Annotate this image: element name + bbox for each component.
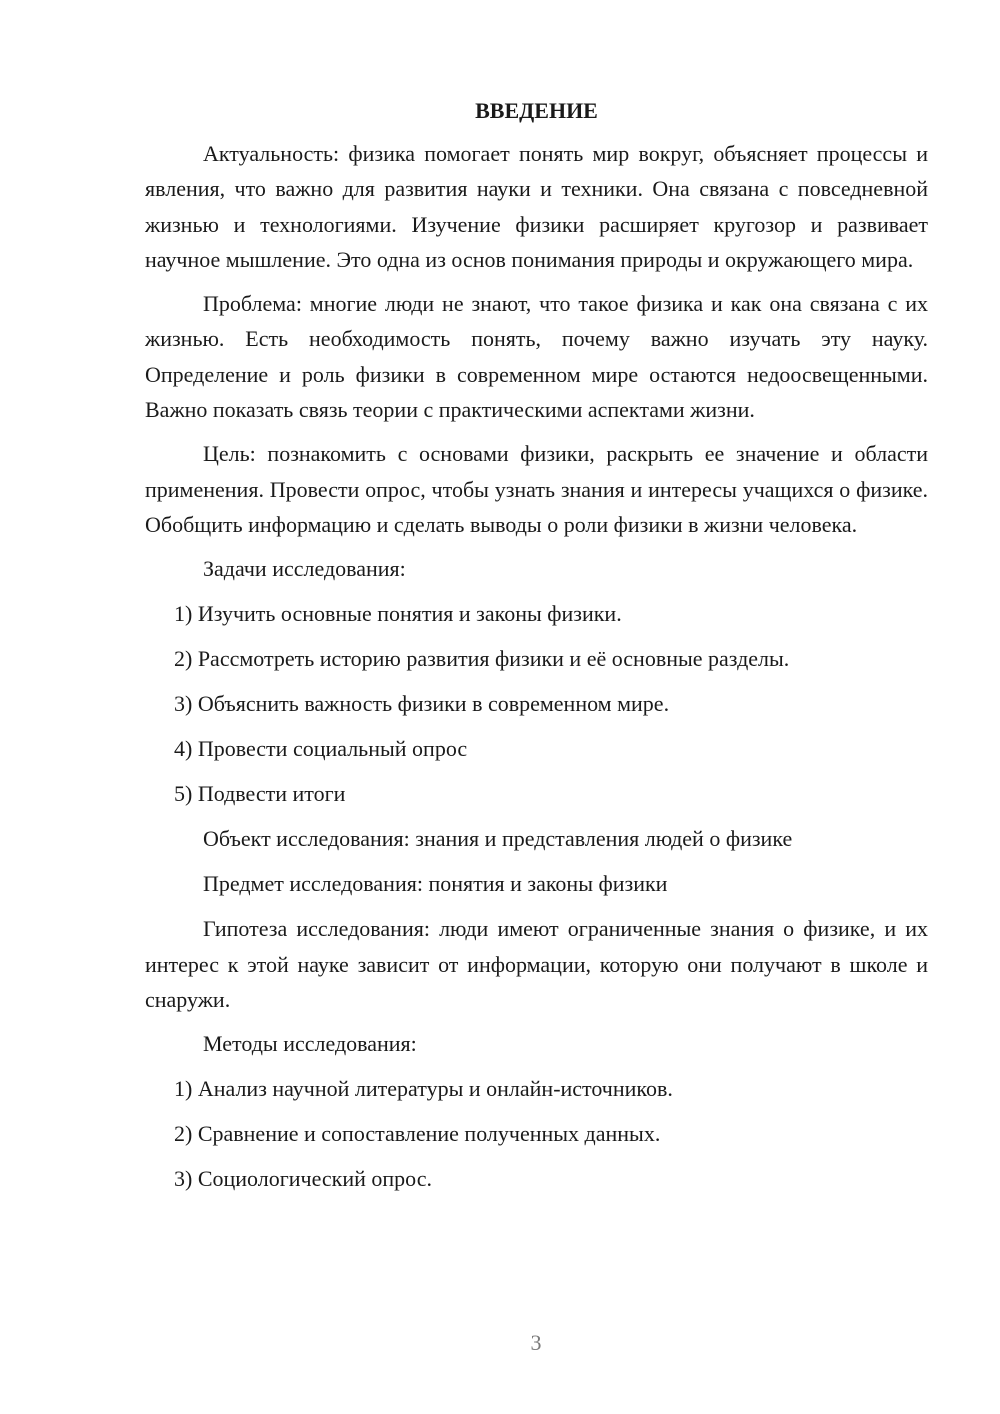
task-item: 5) Подвести итоги [174, 781, 346, 807]
method-item: 3) Социологический опрос. [174, 1166, 432, 1192]
task-item: 2) Рассмотреть историю развития физики и её основные разделы. [174, 646, 790, 672]
methods-list [145, 1071, 928, 1196]
tasks-heading: Задачи исследования: [203, 556, 406, 582]
methods-heading: Методы исследования: [203, 1031, 417, 1057]
hypothesis-paragraph: Гипотеза исследования: люди имеют ограниченные знания о физике, и их интерес к этой науке зависит от информации, которую они получают в школе и снаружи. [145, 916, 928, 1012]
task-item: 3) Объяснить важность физики в современном мире. [174, 691, 670, 717]
task-item: 1) Изучить основные понятия и законы физики. [174, 601, 622, 627]
method-item: 2) Сравнение и сопоставление полученных данных. [174, 1121, 661, 1147]
tasks-list [145, 596, 928, 811]
method-item: 1) Анализ научной литературы и онлайн-источников. [174, 1076, 673, 1102]
problem-paragraph: Проблема: многие люди не знают, что такое физика и как она связана с их жизнью. Есть необходимость понять, почему важно изучать эту науку. Определение и роль физики в современном мире остаются недоосвещенными. Важно показать связь теории с практическими аспектами жизни. [145, 291, 928, 423]
task-item: 4) Провести социальный опрос [174, 736, 468, 762]
document-page [145, 93, 928, 1206]
goal-paragraph: Цель: познакомить с основами физики, раскрыть ее значение и области применения. Провести опрос, чтобы узнать знания и интересы учащихся о физике. Обобщить информацию и сделать выводы о роли физики в жизни человека. [145, 441, 928, 537]
research-object: Объект исследования: знания и представления людей о физике [203, 826, 793, 852]
research-subject: Предмет исследования: понятия и законы физики [203, 871, 668, 897]
page-number: 3 [530, 1330, 542, 1355]
section-title: ВВЕДЕНИЕ [475, 98, 598, 123]
relevance-paragraph: Актуальность: физика помогает понять мир вокруг, объясняет процессы и явления, что важно для развития науки и техники. Она связана с повседневной жизнью и технологиями. Изучение физики расширяет кругозор и развивает научное мышление. Это одна из основ понимания природы и окружающего мира. [145, 141, 928, 272]
